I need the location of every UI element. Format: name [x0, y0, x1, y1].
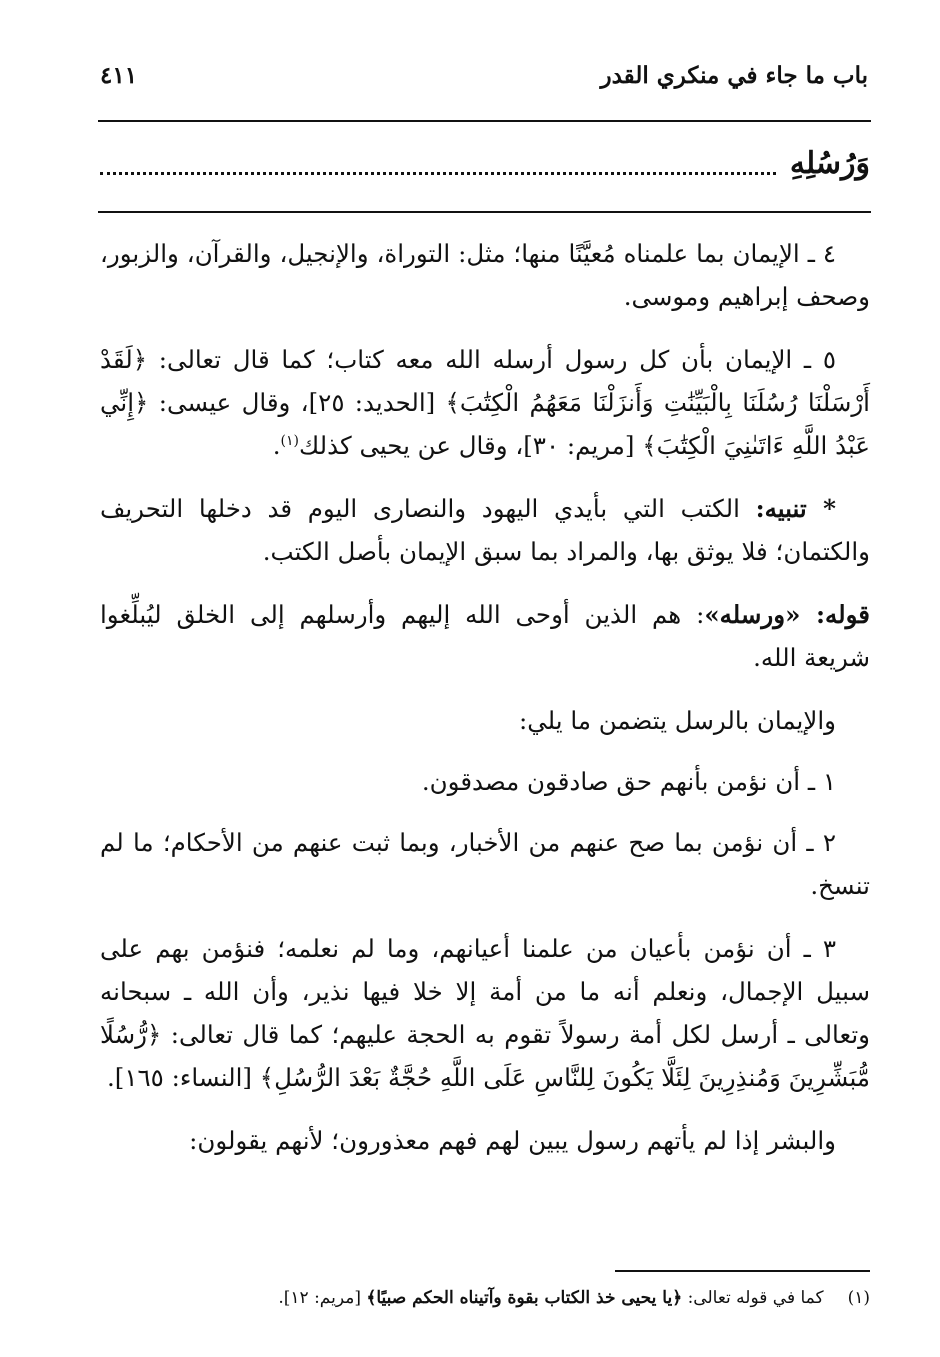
running-title: باب ما جاء في منكري القدر: [600, 62, 868, 89]
paragraph-2: [100, 338, 870, 467]
paragraph-7: [100, 821, 870, 907]
paragraph-text: ٣ ـ أن نؤمن بأعيان من علمنا أعيانهم، وما لم نعلمه؛ فنؤمن بهم على سبيل الإجمال، ونعلم أنه ما من أمة إلا خلا فيها نذير، وأن الله ـ سبحانه وتعالى ـ أرسل لكل أمة رسولاً تقوم به الحجة عليهم؛ كما قال تعالى:: [100, 934, 870, 1049]
footnote-number: (١): [847, 1288, 870, 1308]
paragraph-commentary: [100, 593, 870, 679]
paragraph-6: [100, 760, 870, 803]
note-label: * تنبيه:: [755, 494, 836, 523]
quran-verse: ﴿إِنِّي عَبْدُ اللَّهِ ءَاتَىٰنِيَ الْكِتَٰبَ﴾: [100, 388, 870, 460]
body-text: [100, 232, 870, 1182]
quran-verse: ﴿رُّسُلًا مُّبَشِّرِينَ وَمُنذِرِينَ لِئَلَّا يَكُونَ لِلنَّاسِ عَلَى اللَّهِ حُجَّةٌ بَعْدَ الرُّسُلِ﴾: [100, 1020, 870, 1092]
header-rule: [98, 120, 871, 122]
paragraph-text: : هم الذين أوحى الله إليهم وأرسلهم إلى الخلق ليُبلِّغوا شريعة الله.: [100, 600, 870, 672]
paragraph-text: ٢ ـ أن نؤمن بما صح عنهم من الأخبار، وبما ثبت عنهم من الأحكام؛ ما لم تنسخ.: [100, 828, 870, 900]
paragraph-text: والإيمان بالرسل يتضمن ما يلي:: [518, 706, 836, 735]
paragraph-text: .: [272, 431, 281, 460]
footnote-text: كما في قوله تعالى:: [682, 1288, 824, 1308]
paragraph-text: [مريم: ٣٠]، وقال عن يحيى كذلك: [299, 431, 643, 460]
commentary-label: قوله:: [815, 600, 870, 629]
dotted-leader: [100, 172, 776, 175]
paragraph-text: والبشر إذا لم يأتهم رسول يبين لهم فهم معذورون؛ لأنهم يقولون:: [189, 1126, 836, 1155]
paragraph-text: ٤ ـ الإيمان بما علمناه مُعيَّنًا منها؛ مثل: التوراة، والإنجيل، والقرآن، والزبور، وصحف إبراهيم وموسى.: [100, 239, 870, 311]
footnote-rule: [615, 1270, 870, 1272]
paragraph-8: [100, 927, 870, 1099]
section-rule: [98, 211, 871, 213]
headword: وَرُسُلِهِ: [789, 145, 870, 181]
paragraph-1: [100, 232, 870, 318]
quran-verse: ﴿لَقَدْ أَرْسَلْنَا رُسُلَنَا بِالْبَيِّنَٰتِ وَأَنزَلْنَا مَعَهُمُ الْكِتَٰبَ﴾: [100, 345, 870, 417]
commentary-quote: «ورسله»: [704, 600, 816, 629]
paragraph-text: ١ ـ أن نؤمن بأنهم حق صادقون مصدقون.: [421, 767, 836, 796]
paragraph-9: [100, 1119, 870, 1162]
paragraph-text: ٥ ـ الإيمان بأن كل رسول أرسله الله معه كتاب؛ كما قال تعالى:: [147, 345, 836, 374]
footnote: [100, 1284, 870, 1312]
page-number: ٤١١: [100, 62, 138, 89]
paragraph-note: [100, 487, 870, 573]
paragraph-text: الكتب التي بأيدي اليهود والنصارى اليوم قد دخلها التحريف والكتمان؛ فلا يوثق بها، والمراد بما سبق الإيمان بأصل الكتب.: [100, 494, 870, 566]
footnote-quote: ﴿يا يحيى خذ الكتاب بقوة وآتيناه الحكم صبيًا﴾: [366, 1288, 683, 1308]
paragraph-text: [النساء: ١٦٥].: [106, 1063, 260, 1092]
paragraph-text: [الحديد: ٢٥]، وقال عيسى:: [148, 388, 446, 417]
headword-line: [100, 140, 870, 186]
footnote-reference: (١): [280, 432, 300, 449]
footnote-text: [مريم: ١٢].: [278, 1288, 367, 1308]
paragraph-5: [100, 699, 870, 742]
